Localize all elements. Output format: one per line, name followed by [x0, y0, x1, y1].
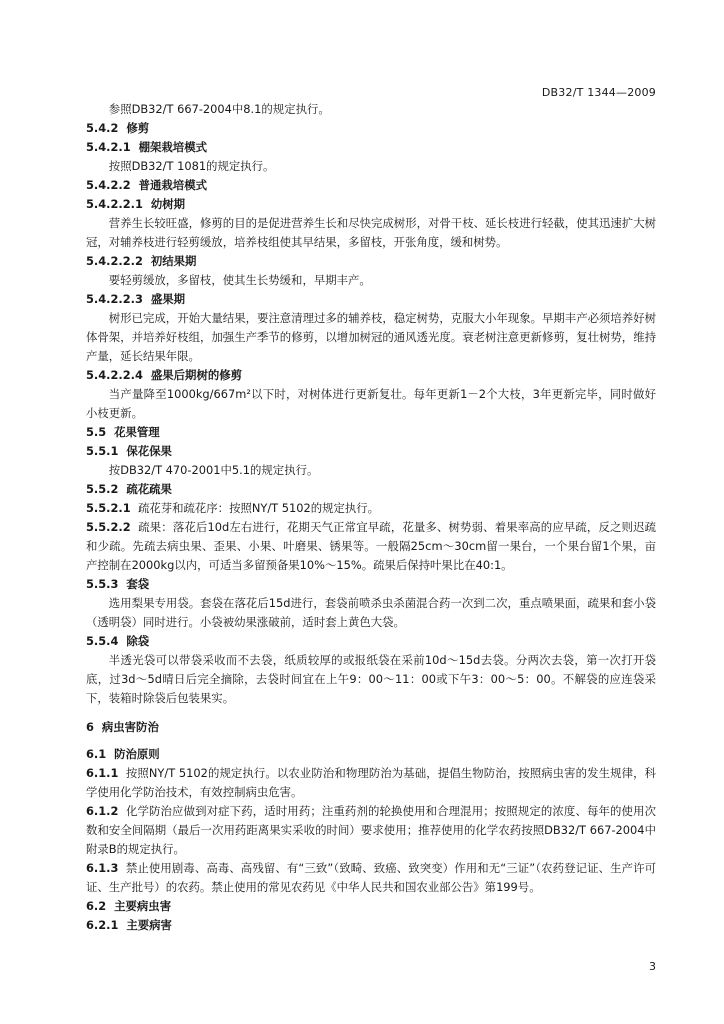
section-heading: [86, 745, 656, 764]
section-number: 5.4.2.2.3: [86, 292, 143, 306]
section-heading: [86, 897, 656, 916]
section-heading: [86, 290, 656, 309]
section-number: 5.4.2.2.1: [86, 197, 143, 211]
numbered-clause: [86, 518, 656, 575]
paragraph: 选用梨果专用袋。套袋在落花后15d进行，套袋前喷杀虫杀菌混合药一次到二次，重点喷果面，疏果和套小袋（透明袋）同时进行。小袋被幼果涨破前，适时套上黄色大袋。: [86, 596, 656, 629]
section-number: 5.5.4: [86, 634, 119, 648]
section-number: 6.2.1: [86, 918, 119, 932]
section-title: 疏花疏果: [126, 482, 172, 496]
section-title: 修剪: [126, 121, 150, 135]
clause-number: 6.1.2: [86, 804, 119, 818]
clause-text: 疏果：落花后10d左右进行，花期天气正常宜早疏，花量多、树势弱、着果率高的应早疏，反之则迟疏和少疏。先疏去病虫果、歪果、小果、叶磨果、锈果等。一般隔25cm～30cm留一果台，一个果台留1个果，亩产控制在2000kg以内，可适当多留预备果10%～15%。疏果后保持叶果比在40:1。: [86, 520, 656, 572]
page-number: 3: [649, 960, 656, 973]
section-heading: [86, 423, 656, 442]
numbered-clause: [86, 802, 656, 859]
clause-number: 6.1.3: [86, 861, 119, 875]
chapter-number: 6: [86, 720, 94, 734]
section-number: 5.4.2.2.4: [86, 368, 143, 382]
numbered-clause: [86, 499, 656, 518]
section-heading: [86, 252, 656, 271]
document-body: [86, 100, 656, 935]
clause-text: 禁止使用剧毒、高毒、高残留、有“三致”（致畸、致癌、致突变）作用和无“三证”（农药登记证、生产许可证、生产批号）的农药。禁止使用的常见农药见《中华人民共和国农业部公告》第199号。: [86, 861, 656, 894]
paragraph: 树形已完成，开始大量结果，要注意清理过多的辅养枝，稳定树势，克服大小年现象。早期丰产必须培养好树体骨架，并培养好枝组，加强生产季节的修剪，以增加树冠的通风透光度。衰老树注意更新修剪，复壮树势，维持产量，延长结果年限。: [86, 311, 656, 363]
clause-number: 5.5.2.2: [86, 520, 131, 534]
section-title: 花果管理: [114, 425, 160, 439]
section-title: 防治原则: [114, 747, 160, 761]
section-title: 主要病虫害: [114, 899, 172, 913]
section-heading: [86, 176, 656, 195]
section-number: 5.4.2.2: [86, 178, 131, 192]
section-number: 6.2: [86, 899, 107, 913]
document-code: DB32/T 1344—2009: [541, 86, 656, 99]
paragraph: 要轻剪缓放，多留枝，使其生长势缓和，早期丰产。: [108, 273, 371, 287]
section-title: 普通栽培模式: [138, 178, 207, 192]
clause-text: 按照NY/T 5102的规定执行。以农业防治和物理防治为基础，提倡生物防治，按照病虫害的发生规律，科学使用化学防治技术，有效控制病虫危害。: [86, 766, 656, 799]
section-heading: [86, 442, 656, 461]
section-title: 幼树期: [150, 197, 186, 211]
section-heading: [86, 366, 656, 385]
section-title: 除袋: [126, 634, 150, 648]
numbered-clause: [86, 764, 656, 802]
section-title: 初结果期: [150, 254, 197, 268]
section-heading: [86, 138, 656, 157]
section-heading: [86, 195, 656, 214]
paragraph: 参照DB32/T 667-2004中8.1的规定执行。: [108, 102, 330, 116]
paragraph: 半透光袋可以带袋采收而不去袋，纸质较厚的或报纸袋在采前10d～15d去袋。分两次去袋，第一次打开袋底，过3d～5d晴日后完全摘除，去袋时间宜在上午9：00～11：00或下午3：00～5：00。不解袋的应连袋采下，装箱时除袋后包装果实。: [86, 653, 656, 705]
section-number: 5.4.2.1: [86, 140, 131, 154]
section-number: 5.5: [86, 425, 107, 439]
section-number: 5.5.1: [86, 444, 119, 458]
chapter-title: 病虫害防治: [101, 720, 159, 734]
section-number: 5.4.2.2.2: [86, 254, 143, 268]
paragraph: 按DB32/T 470-2001中5.1的规定执行。: [108, 463, 319, 477]
section-heading: [86, 119, 656, 138]
section-heading: [86, 480, 656, 499]
clause-text: 疏花芽和疏花序：按照NY/T 5102的规定执行。: [137, 501, 380, 515]
section-title: 主要病害: [126, 918, 172, 932]
clause-number: 5.5.2.1: [86, 501, 131, 515]
numbered-clause: [86, 859, 656, 897]
paragraph: 营养生长较旺盛，修剪的目的是促进营养生长和尽快完成树形，对骨干枝、延长枝进行轻截，使其迅速扩大树冠，对辅养枝进行轻剪缓放，培养枝组使其早结果，多留枝，开张角度，缓和树势。: [86, 216, 656, 249]
clause-number: 6.1.1: [86, 766, 119, 780]
section-number: 6.1: [86, 747, 107, 761]
section-title: 盛果期: [150, 292, 186, 306]
chapter-heading: [86, 718, 656, 737]
paragraph: 按照DB32/T 1081的规定执行。: [108, 159, 275, 173]
section-heading: [86, 575, 656, 594]
section-number: 5.5.3: [86, 577, 119, 591]
section-heading: [86, 916, 656, 935]
section-number: 5.4.2: [86, 121, 119, 135]
paragraph: 当产量降至1000kg/667m²以下时，对树体进行更新复壮。每年更新1－2个大枝，3年更新完毕，同时做好小枝更新。: [86, 387, 656, 420]
section-heading: [86, 632, 656, 651]
section-title: 套袋: [126, 577, 150, 591]
section-title: 盛果后期树的修剪: [150, 368, 243, 382]
section-title: 棚架栽培模式: [138, 140, 207, 154]
section-number: 5.5.2: [86, 482, 119, 496]
section-title: 保花保果: [126, 444, 172, 458]
clause-text: 化学防治应做到对症下药，适时用药；注重药剂的轮换使用和合理混用；按照规定的浓度、每年的使用次数和安全间隔期（最后一次用药距离果实采收的时间）要求使用；推荐使用的化学农药按照DB32/T 667-2004中附录B的规定执行。: [86, 804, 656, 856]
